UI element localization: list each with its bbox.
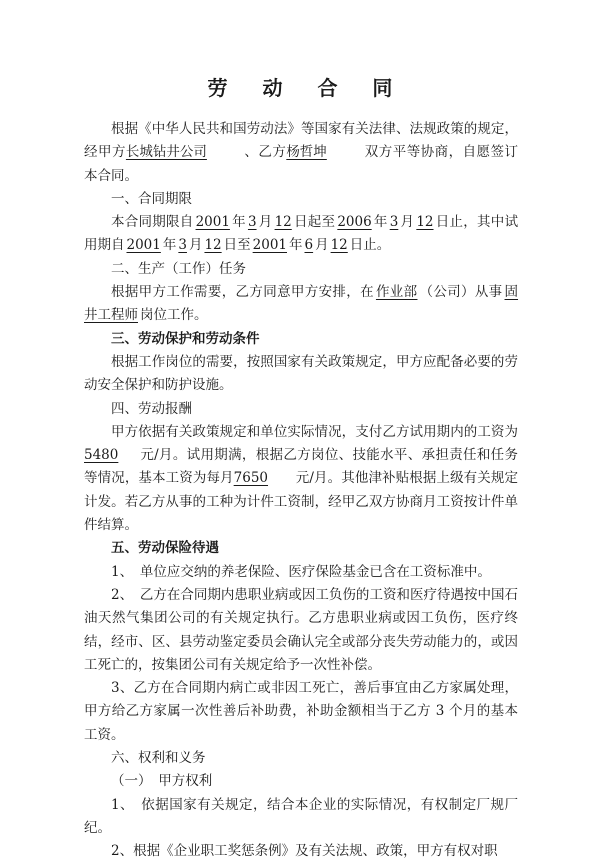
end-year: 2006 [337,214,372,231]
insurance-item-1: 1、 单位应交纳的养老保险、医疗保险基金已含在工资标准中。 [111,563,491,580]
wage-text: 甲方依据有关政策规定和单位实际情况，支付乙方试用期内的工资为 [111,423,518,440]
term-text: 日起至 [293,214,336,231]
party-a-name: 长城钻井公司 [125,144,207,161]
section-2-body [84,281,518,328]
start-month: 3 [247,214,257,231]
trial-end-month: 6 [304,237,314,254]
base-wage: 7650 [233,470,269,487]
section-6-heading: 六、权利和义务 [111,750,206,767]
wage-text: 元/月。其他津补贴根据上级有关规定计发。若乙方从事的工种为计件工资制，经甲乙双方协商月工资按计件单件结算。 [84,470,518,534]
term-text: 月 [258,214,273,231]
start-day: 12 [274,214,292,231]
section-5-heading: 五、劳动保险待遇 [111,540,219,557]
trial-start-year: 2001 [126,237,161,254]
section-1-heading: 一、合同期限 [111,190,192,207]
intro-text-2: 、乙方 [243,144,287,161]
department-name: 作业部 [375,284,418,301]
contract-body [84,118,518,864]
page-title: 劳 动 合 同 [207,76,407,100]
start-year: 2001 [195,214,230,231]
task-text: （公司）从事 [419,284,503,301]
trial-end-day: 12 [330,237,348,254]
section-4-body [84,421,518,537]
term-text: 月 [188,237,203,254]
trial-start-month: 3 [178,237,187,254]
section-6-subheading: （一） 甲方权利 [111,773,213,790]
wage-text: 元/月。试用期满，根据乙方岗位、技能水平、承担责任和任务等情况，基本工资为每月 [84,447,518,487]
intro-text-3: 双方平等协商，自愿签订本合同。 [84,144,519,184]
section-3-heading: 三、劳动保护和劳动条件 [111,330,260,347]
end-day: 12 [416,214,434,231]
task-text: 岗位工作。 [140,307,208,324]
term-text: 日止。 [349,237,391,254]
term-text: 年 [231,214,246,231]
insurance-item-2: 2、 乙方在合同期内患职业病或因工负伤的工资和医疗待遇按中国石油天然气集团公司的有关规定执行。乙方患职业病或因工负伤，医疗终结，经市、区、县劳动鉴定委员会确认完全或部分丧失劳动能力的，或因工死亡的，按集团公司有关规定给予一次性补偿。 [84,586,518,673]
insurance-item-3: 3、乙方在合同期内病亡或非因工死亡，善后事宜由乙方家属处理，甲方给乙方家属一次性善后补助费，补助金额相当于乙方 3 个月的基本工资。 [84,680,518,743]
term-text: 月 [315,237,329,254]
term-text: 日至 [223,237,251,254]
section-2-heading: 二、生产（工作）任务 [111,260,246,277]
intro-text-1: 根据《中华人民共和国劳动法》等国家有关法律、法规政策的规定，经甲方 [84,121,518,161]
term-text: 年 [289,237,303,254]
term-text: 年 [373,214,388,231]
section-3-body: 根据工作岗位的需要，按照国家有关政策规定，甲方应配备必要的劳动安全保护和防护设施。 [84,353,518,394]
section-4-heading: 四、劳动报酬 [111,400,192,417]
term-text: 月 [400,214,415,231]
end-month: 3 [389,214,399,231]
intro-paragraph [84,118,518,188]
trial-wage: 5480 [84,447,119,464]
term-text: 年 [162,237,177,254]
section-1-term [84,211,518,258]
trial-start-day: 12 [204,237,222,254]
party-b-name: 杨哲坤 [286,144,327,161]
rights-item-1: 1、 依据国家有关规定，结合本企业的实际情况，有权制定厂规厂纪。 [84,796,518,836]
rights-item-2: 2、根据《企业职工奖惩条例》及有关法规、政策，甲方有权对职 [111,843,498,860]
task-text: 根据甲方工作需要，乙方同意甲方安排，在 [111,284,374,301]
term-text: 日止，其中试用期自 [84,214,519,254]
position-name: 固井工程师 [84,284,519,324]
trial-end-year: 2001 [252,237,287,254]
term-text: 本合同期限自 [111,214,194,231]
